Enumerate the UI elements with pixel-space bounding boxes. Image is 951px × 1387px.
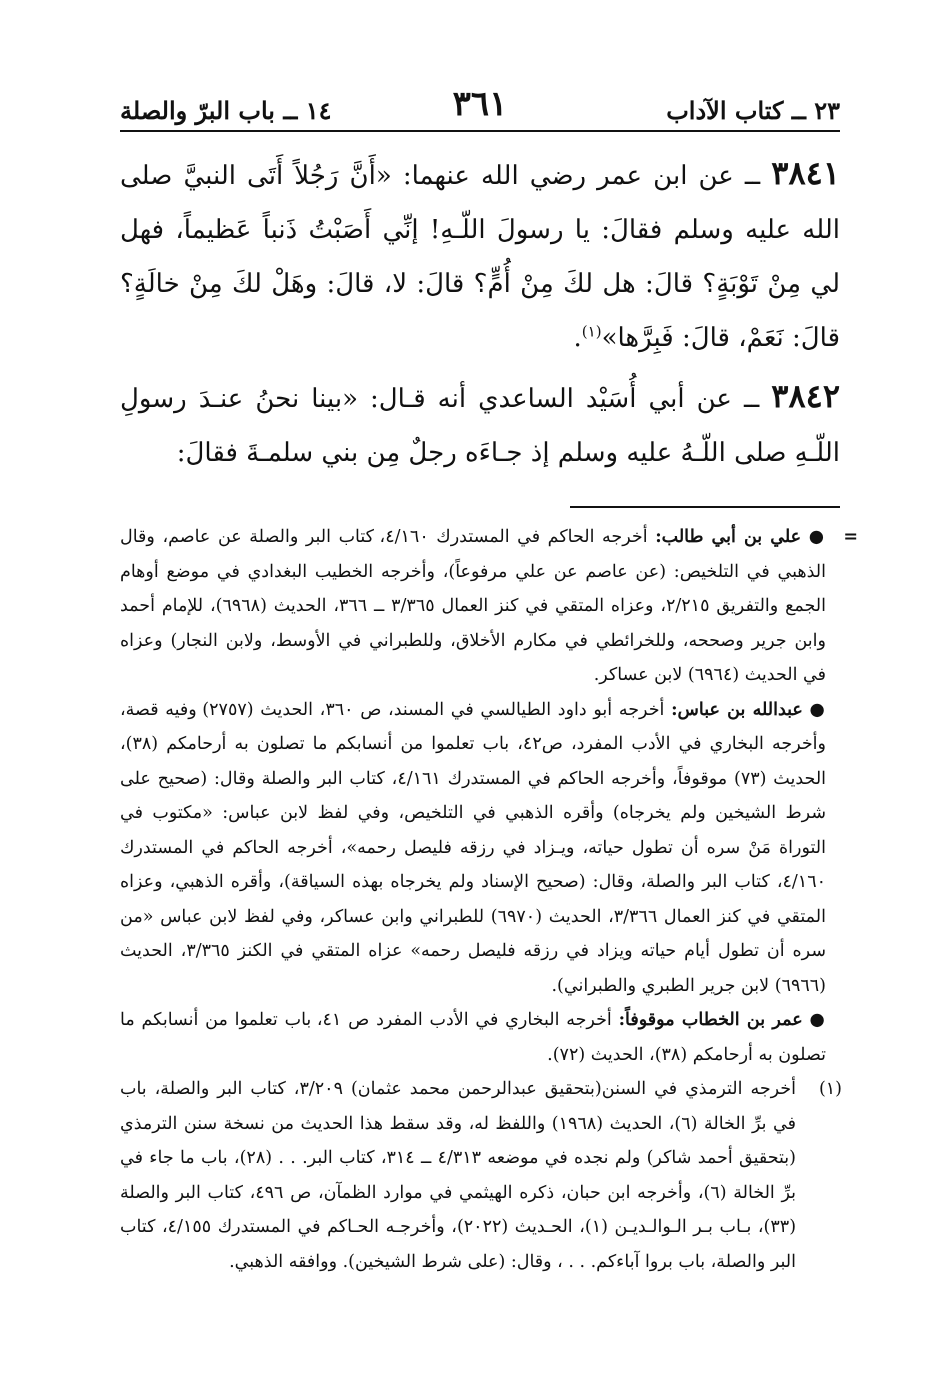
note-text: أخرجه الحاكم في المستدرك ٤/١٦٠، كتاب البر والصلة عن عاصم، وقال الذهبي في التلخيص: (عن عاصم عن علي مرفوعاً)، وأخرجه الخطيب البغدادي في موضع أوهام الجمع والتفريق ٢/٢١٥، وعزاه المتقي في كنز العمال ٣/٣٦٥ ــ ٣٦٦، الحديث (٦٩٦٨)، للإمام أحمد وابن جرير وصححه، وللخرائطي في مكارم الأخلاق، وللطبراني في الأوسط، ولابن النجار) وعزاه في الحديث (٦٩٦٤) لابن عساكر. xyxy=(120,527,826,685)
bullet-icon: ● xyxy=(809,699,826,720)
hadith-number: ٣٨٤٢ xyxy=(771,377,841,415)
note-lead: عبدالله بن عباس: xyxy=(671,699,803,720)
footnote-reference: (١) xyxy=(581,322,602,341)
note-lead: عمر بن الخطاب موقوفاً: xyxy=(618,1010,803,1030)
footnote-text: أخرجه الترمذي في السنن(بتحقيق عبدالرحمن محمد عثمان) ٣/٢٠٩، كتاب البر والصلة، باب في برِّ الخالة (٦)، الحديث (١٩٦٨) واللفظ له، وقد سقط هذا الحديث من نسخة سنن الترمذي (بتحقيق أحمد شاكر) ولم نجده في موضعه ٤/٣١٣ ــ ٣١٤، كتاب البر. . . (٢٨)، باب ما جاء في برِّ الخالة (٦)، وأخرجه ابن حبان، ذكره الهيثمي في موارد الظمآن، ص ٤٩٦، كتاب البر والصلة (٣٣)، بـاب بـر الـوالـديـن (١)، الحـديث (٢٠٢٢)، وأخرجـه الحـاكم في المستدرك ٤/١٥٥، كتاب البر والصلة، باب بروا آباءكم. . . ، وقال: (على شرط الشيخين). ووافقه الذهبي. xyxy=(120,1079,797,1272)
hadith-number: ٣٨٤١ xyxy=(771,154,841,192)
note-umar xyxy=(120,1003,840,1072)
note-text: أخرجه أبو داود الطيالسي في المسند، ص ٣٦٠، الحديث (٢٧٥٧) وفيه قصة، وأخرجه البخاري في الأدب المفرد، ص٤٢، باب تعلموا من أنسابكم ما تصلون به أرحامكم (٣٨)، الحديث (٧٣) موقوفاً، وأخرجه الحاكم في المستدرك ٤/١٦١، كتاب البر والصلة وقال: (صحيح على شرط الشيخين ولم يخرجاه) وأقره الذهبي في التلخيص، وفي لفظ لابن عباس: «مكتوب في التوراة مَنْ سره أن تطول حياته، ويـزاد في رزقه فليصل رحمه»، أخرجه الحاكم في المستدرك ٤/١٦٠، كتاب البر والصلة، وقال: (صحيح الإسناد ولم يخرجاه بهذه السياقة)، وأقره الذهبي، وعزاه المتقي في كنز العمال ٣/٣٦٦، الحديث (٦٩٧٠) للطبراني وابن عساكر، وفي لفظ لابن عباس «من سره أن تطول أيام حياته ويزاد في رزقه فليصل رحمه» عزاه المتقي في الكنز ٣/٣٦٥، الحديث (٦٩٦٦) لابن جرير الطبري والطبراني). xyxy=(120,699,827,996)
footnote-mark: (١) xyxy=(818,1079,842,1099)
bullet-icon: ● xyxy=(809,1010,826,1030)
note-text: أخرجه البخاري في الأدب المفرد ص ٤١، باب تعلموا من أنسابكم ما تصلون به أرحامكم (٣٨)، الحديث (٧٢). xyxy=(120,1010,826,1065)
hadith-text: ــ عن ابن عمر رضي الله عنهما: «أَنَّ رَجُلاً أَتَى النبيَّ صلى الله عليه وسلم فقالَ: يا رسولَ اللّـهِ! إنِّي أَصَبْتُ ذَنباً عَظيماً، فهل لي مِنْ تَوْبَةٍ؟ قالَ: هل لكَ مِنْ أُمٍّ؟ قالَ: لا، قالَ: وهَلْ لكَ مِنْ خالَةٍ؟ قالَ: نَعَمْ، قالَ: فَبِرَّها» xyxy=(120,161,840,353)
chapter-title: ٢٣ ــ كتاب الآداب xyxy=(666,96,840,125)
main-text xyxy=(120,146,840,480)
note-lead: علي بن أبي طالب: xyxy=(655,527,802,547)
footnotes-area xyxy=(120,520,858,1279)
hadith-3841 xyxy=(120,146,840,365)
footnote-1 xyxy=(120,1072,840,1279)
page-number: ٣٦١ xyxy=(452,84,508,124)
footnote-separator xyxy=(570,506,840,508)
hadith-3842 xyxy=(120,369,840,480)
section-title: ١٤ ــ باب البرّ والصلة xyxy=(120,96,332,125)
hadith-end: . xyxy=(573,323,582,353)
note-ali xyxy=(120,520,858,693)
continuation-mark: = xyxy=(843,527,858,547)
running-header xyxy=(120,78,840,132)
bullet-icon: ● xyxy=(808,527,826,547)
note-ibn-abbas xyxy=(120,693,840,1004)
book-page xyxy=(120,78,858,1368)
hadith-text: ــ عن أبي أُسَيْد الساعدي أنه قـال: «بينا نحنُ عنـدَ رسولِ اللّـهِ صلى اللّـهُ عليه وسلم إذ جـاءَه رجلٌ مِن بني سلمـةَ فقالَ: xyxy=(120,384,840,468)
